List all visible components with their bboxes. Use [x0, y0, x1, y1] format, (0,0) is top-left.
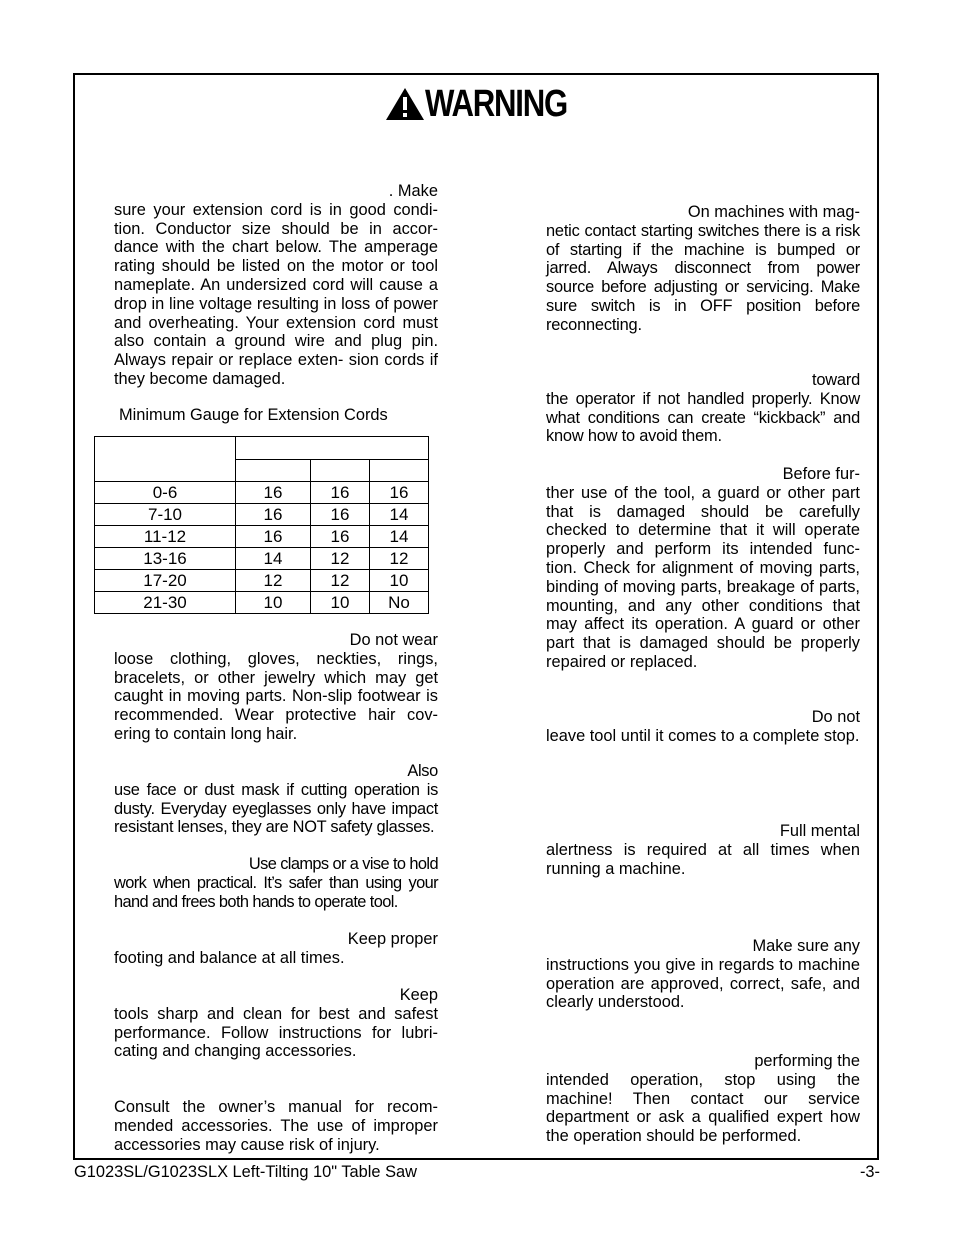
extension-cord-section [114, 182, 438, 389]
instructions-body: instructions you give in regards to machine operation are approved, correct, safe, and clearly understood. [546, 955, 860, 1012]
table-cell: 14 [370, 526, 429, 548]
table-header-length [236, 437, 429, 460]
clothing-section [114, 631, 438, 744]
table-cell: 16 [236, 482, 311, 504]
stop-section [546, 708, 860, 746]
table-cell: 7-10 [95, 504, 236, 526]
footer-title: G1023SL/G1023SLX Left-Tilting 10" Table Saw [74, 1163, 417, 1181]
clamps-section [114, 855, 438, 911]
kickback-section [546, 371, 860, 446]
alertness-body: alertness is required at all times when running a machine. [546, 840, 860, 878]
accessories-body: Consult the owner’s manual for recom- mended accessories. The use of improper accessories may cause risk of injury. [114, 1098, 438, 1154]
table-cell: 21-30 [95, 592, 236, 614]
maintain-section [114, 986, 438, 1061]
table-cell: 13-16 [95, 548, 236, 570]
stop-body: leave tool until it comes to a complete stop. [546, 726, 860, 745]
table-row [95, 504, 429, 526]
alertness-lead: Full mental [779, 822, 860, 840]
damaged-section [546, 465, 860, 672]
alertness-section [546, 822, 860, 878]
table-cell: 14 [236, 548, 311, 570]
table-cell: 10 [311, 592, 370, 614]
warning-triangle-icon [385, 87, 425, 121]
extension-cord-table [94, 436, 429, 614]
table-header-col2 [311, 459, 370, 482]
table-cell: 12 [236, 570, 311, 592]
clamps-lead: Use clamps or a vise to hold [248, 855, 438, 873]
table-cell: 16 [236, 504, 311, 526]
table-cell: 11-12 [95, 526, 236, 548]
table-cell: 17-20 [95, 570, 236, 592]
glasses-section [114, 762, 438, 837]
table-cell: 10 [236, 592, 311, 614]
table-cell: 16 [311, 482, 370, 504]
footing-section [114, 930, 438, 968]
table-cell: 12 [311, 548, 370, 570]
table-cell: 16 [370, 482, 429, 504]
kickback-body: the operator if not handled properly. Know what conditions can create “kickback” and know how to avoid them. [546, 389, 860, 446]
clothing-lead: Do not wear [349, 631, 438, 649]
table-cell: 10 [370, 570, 429, 592]
table-row [95, 526, 429, 548]
table-row [95, 570, 429, 592]
maintain-body: tools sharp and clean for best and safest performance. Follow instructions for lubri- cating and changing accessories. [114, 1004, 438, 1061]
kickback-lead: toward [812, 371, 860, 389]
warning-heading [385, 82, 598, 125]
table-cell: 12 [311, 570, 370, 592]
page-number: -3- [859, 1163, 880, 1181]
extension-cord-lead: . Make [388, 182, 438, 200]
table-header-col3 [370, 459, 429, 482]
table-cell: 16 [311, 526, 370, 548]
warning-label: WARNING [425, 82, 567, 125]
table-cell: 12 [370, 548, 429, 570]
damaged-lead: Before fur- [782, 465, 860, 483]
magnetic-section [546, 203, 860, 335]
table-row [95, 548, 429, 570]
footing-body: footing and balance at all times. [114, 948, 345, 967]
table-header-col1 [236, 459, 311, 482]
table-cell: 14 [370, 504, 429, 526]
table-cell: 16 [236, 526, 311, 548]
table-row [95, 592, 429, 614]
extension-cord-body: sure your extension cord is in good condi- tion. Conductor size should be in accor- dance with the chart below. The amperage rating should be listed on the motor or tool nameplate. An undersized cord will cause a drop in line voltage resulting in loss of power and overheating. Your extension cord must also contain a ground wire and plug pin. Always repair or replace exten- sion cords if they become damaged. [114, 200, 438, 388]
maintain-lead: Keep [399, 986, 438, 1004]
unsure-lead: performing the [754, 1052, 860, 1070]
clothing-body: loose clothing, gloves, neckties, rings, bracelets, or other jewelry which may get caught in moving parts. Non-slip footwear is recommended. Wear protective hair cov- ering to contain long hair. [114, 649, 438, 743]
damaged-body: ther use of the tool, a guard or other part that is damaged should be carefully checked to determine that it will operate properly and perform its intended func- tion. Check for alignment of moving parts, binding of moving parts, breakage of parts, mounting, and any other conditions that may affect its operation. A guard or other part that is damaged should be properly repaired or replaced. [546, 483, 860, 671]
table-cell: 0-6 [95, 482, 236, 504]
table-caption: Minimum Gauge for Extension Cords [119, 406, 388, 424]
footing-lead: Keep proper [347, 930, 438, 948]
table-row [95, 482, 429, 504]
clamps-body: work when practical. It’s safer than using your hand and frees both hands to operate tool. [114, 873, 438, 911]
glasses-lead: Also [407, 762, 438, 780]
table-header-amps [95, 437, 236, 482]
instructions-lead: Make sure any [752, 937, 860, 955]
magnetic-body: netic contact starting switches there is a risk of starting if the machine is bumped or jarred. Always disconnect from power source before adjusting or servicing. Make sure switch is in OFF position before reconnecting. [546, 221, 860, 334]
magnetic-lead: On machines with mag- [687, 203, 860, 221]
unsure-body: intended operation, stop using the machine! Then contact our service department or ask a qualified expert how the operation should be performed. [546, 1070, 860, 1146]
stop-lead: Do not [811, 708, 860, 726]
unsure-section [546, 1052, 860, 1146]
table-cell: No [370, 592, 429, 614]
accessories-section [114, 1098, 438, 1154]
instructions-section [546, 937, 860, 1012]
glasses-body: use face or dust mask if cutting operation is dusty. Everyday eyeglasses only have impact resistant lenses, they are NOT safety glasses. [114, 780, 438, 837]
table-cell: 16 [311, 504, 370, 526]
